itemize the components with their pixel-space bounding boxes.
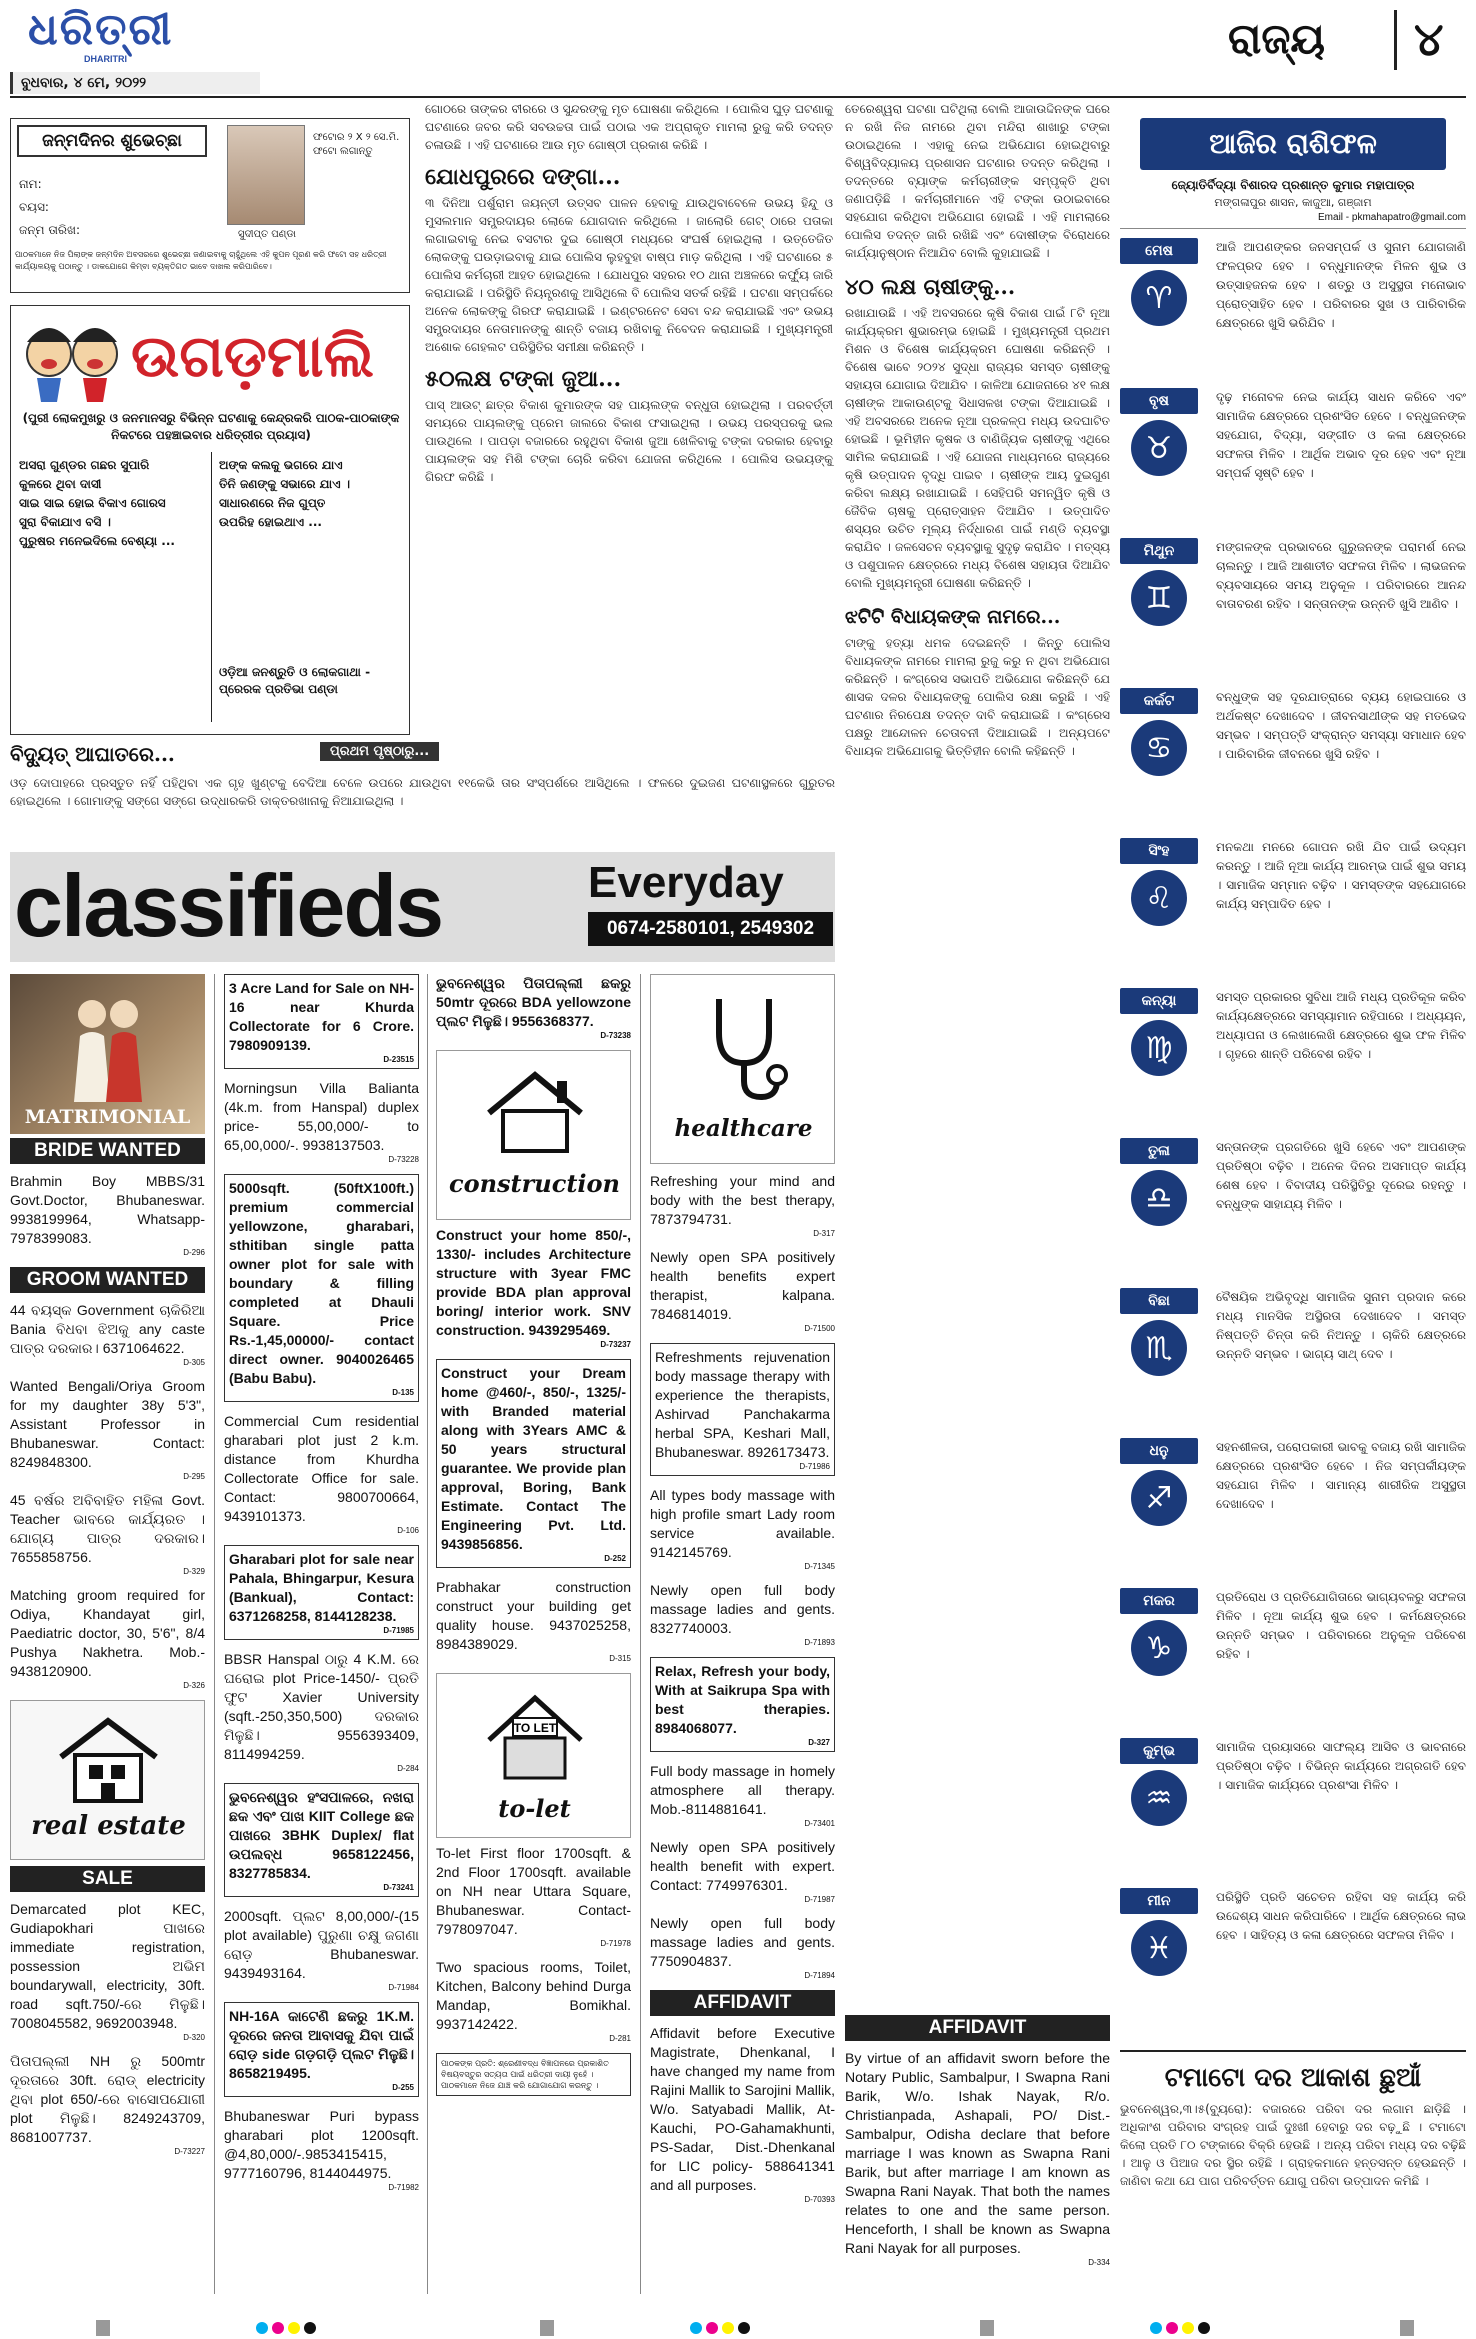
cmyk-mark — [1150, 2322, 1220, 2334]
page-number: ୪ — [1414, 12, 1444, 66]
classified-ad: All types body massage with high profile smart Lady room service available. 9142145769. D-71345 — [650, 1487, 835, 1571]
classified-col-2 — [224, 974, 419, 2304]
birthday-box — [10, 118, 410, 293]
zodiac-label: ମକର — [1120, 1588, 1198, 1614]
zodiac-sign-icon: ♉ — [1131, 420, 1187, 476]
zodiac-sign-icon: ♋ — [1131, 720, 1187, 776]
col3-body-intro: ତେରେଶ୍ୱରା ଘଟଣା ଘଟିଥିଲା ବୋଲି ଆଜାଉଦ୍ଦିନଙ୍କ ଘରେ ନ ରଖି ନିଜ ନାମରେ ଥିବା ମନ୍ଦିରା ଶାଖାରୁ ଟଙ୍କା ଉଠାଇଥିଲେ । ଏହାକୁ ନେଇ ଅଭିଯୋଗ ହୋଇଥିବାରୁ ବିଶ୍ୱବିଦ୍ୟାଳୟ ପ୍ରଶାସନ ଘଟଣାର ତଦନ୍ତ କରିଥିଲା । ତଦନ୍ତରେ ବ୍ୟାଙ୍କ କର୍ମଚାରୀଙ୍କ ସମ୍ପୃକ୍ତି ଥିବା ଜଣାପଡ଼ିଛି । କର୍ମଚାରୀମାନେ ଏହି ଟଙ୍କା ଉଠାଇବାରେ ସହଯୋଗ କରିଥିବା ଅଭିଯୋଗ ହୋଇଛି । ଏହି ମାମଲାରେ ପୋଲିସ ତଦନ୍ତ ଜାରି ରଖିଛି ଏବଂ ଦୋଷୀଙ୍କ ବିରୋଧରେ କାର୍ଯ୍ୟାନୁଷ୍ଠାନ ନିଆଯିବ ବୋଲି କୁହାଯାଇଛି । — [845, 102, 1110, 260]
zodiac-row — [1120, 1438, 1466, 1580]
zodiac-label: ମୀନ — [1120, 1888, 1198, 1914]
classified-ad: Morningsun Villa Balianta (4k.m. from Hanspal) duplex price- 55,00,000/- to 65,00,000/-. 9938137503. D-73228 — [224, 1080, 419, 1164]
classified-ad: To-let First floor 1700sqft. & 2nd Floor 1700sqft. available on NH near Uttara Square, Bhubaneswar. Contact- 7978097047. D-71978 — [436, 1845, 631, 1948]
classified-col-4 — [650, 974, 835, 2304]
classified-ad: ପିତାପଲ୍ଲୀ NH ରୁ 500mtr ଦୂରତାରେ 30ft. ରୋଡ୍ electricity ଥିବା plot 650/-ରେ ବାସୋପଯୋଗୀ plot ମିଳୁଛି। 8249243709, 8681007737. D-73227 — [10, 2053, 205, 2156]
zodiac-sign-icon: ♍ — [1131, 1020, 1187, 1076]
zodiac-label: ମେଷ — [1120, 238, 1198, 264]
classified-ad: By virtue of an affidavit sworn before the Notary Public, Sambalpur, I Swapna Rani Barik, W/o. Ishak Nayak, R/o. Christianpada, Ashapali, PO/ Dist.- Sambalpur, Odisha declare that before marriage I was known as Swapna Rani Barik, but after marriage I am known as Swapna Rani Nayak. That both the names relates to one and the same person. Henceforth, I shall be known as Swapna Rani Nayak for all purposes. D-334 — [845, 2050, 1110, 2267]
zodiac-row — [1120, 988, 1466, 1130]
classified-ad: 3 Acre Land for Sale on NH-16 near Khurda Collectorate for 6 Crore. 7980909139. D-23515 — [224, 974, 419, 1069]
logo-latin: DHARITRI — [84, 54, 127, 64]
photo-caption: ସୁଦୀପ୍ତ ପଣ୍ଡା — [237, 229, 297, 240]
zodiac-row — [1120, 1138, 1466, 1280]
to-let-box — [436, 1673, 631, 1838]
affidavit-right — [845, 2015, 1110, 2315]
birthday-photo — [227, 125, 305, 225]
tomato-story — [1120, 2050, 1466, 2320]
logo-odia: ଧରିତ୍ରୀ — [28, 4, 174, 55]
affidavit-header: AFFIDAVIT — [845, 2015, 1110, 2041]
vidyut-section — [10, 740, 835, 840]
zodiac-badge — [1120, 238, 1198, 326]
zodiac-text: ବୈଷୟିକ ଅଭିବୃଦ୍ଧି ସାମାଜିକ ସୁନାମ ପ୍ରଦାନ କରେ ମଧ୍ୟ ମାନସିକ ଅସ୍ଥିରତା ଦେଖାଦେବ । ସମସ୍ତ ନିଷ୍ପତ୍ତି ଚିନ୍ତା କରି ନିଅନ୍ତୁ । ଚାକିରି କ୍ଷେତ୍ରରେ ଉନ୍ନତି ସମ୍ଭବ । ଭାଗ୍ୟ ସାଥ୍ ଦେବ । — [1216, 1290, 1466, 1361]
zodiac-sign-icon: ♏ — [1131, 1320, 1187, 1376]
classified-ad: Demarcated plot KEC, Gudiapokhari ପାଖରେ immediate registration, possession ଅଭିମ boundarywall, electricity, 30ft. road sqft.750/-ରେ ମିଳୁଛି। 7008045582, 9692003948. D-320 — [10, 1901, 205, 2042]
classified-ad: Gharabari plot for sale near Pahala, Bhingarpur, Kesura (Bankual), Contact: 6371268258, 8144128238. D-71985 — [224, 1545, 419, 1640]
col3-body-mla: ଟାଙ୍କୁ ହତ୍ୟା ଧମକ ଦେଇଛନ୍ତି । କିନ୍ତୁ ପୋଲିସ ବିଧାୟକଙ୍କ ନାମରେ ମାମଲା ରୁଜୁ କରୁ ନ ଥିବା ଅଭିଯୋଗ କରିଛନ୍ତି । କଂଗ୍ରେସ ସଭାପତି ଅଭିଯୋଗ କରିଛନ୍ତି ଯେ ଶାସକ ଦଳର ବିଧାୟକଙ୍କୁ ପୋଲିସ ରକ୍ଷା କରୁଛି । ଏହି ଘଟଣାର ନିରପେକ୍ଷ ତଦନ୍ତ ଦାବି କରାଯାଇଛି । କଂଗ୍ରେସ ପକ୍ଷରୁ ଆନ୍ଦୋଳନ ଚେତାବନୀ ଦିଆଯାଇଛି । ଅନ୍ୟପଟେ ବିଧାୟକ ଅଭିଯୋଗକୁ ଭିତ୍ତିହୀନ ବୋଲି କହିଛନ୍ତି । — [845, 636, 1110, 758]
construction-box — [436, 1050, 631, 1220]
classified-ad: NH-16A କାଟେଣି ଛକରୁ 1K.M. ଦୂରରେ ଜନତା ଆବାସକୁ ଯିବା ପାଇଁ ରୋଡ଼ side ଗଡ଼ଗଡ଼ି ପ୍ଲଟ ମିଳୁଛି। 8658219495. D-255 — [224, 2002, 419, 2097]
tomato-headline: ଟମାଟୋ ଦର ଆକାଶ ଛୁଆଁ — [1164, 2063, 1422, 2093]
birthday-footnote: ପାଠକମାନେ ନିଜ ପିଲାଙ୍କ ଜନ୍ମଦିନ ଅବସରରେ ଶୁଭେଚ୍ଛା ଜଣାଇବାକୁ ଚାହୁଁଥିଲେ ଏହି କୁପନ ପୂରଣ କରି ଫଟୋ ସହ ଧରିତ୍ରୀ କାର୍ଯ୍ୟାଳୟକୁ ପଠାନ୍ତୁ । ଡାକଯୋଗେ କିମ୍ବା ବ୍ୟକ୍ତିଗତ ଭାବେ ଦାଖଲ କରିପାରିବେ। — [15, 250, 387, 271]
ugadmali-title: ଉଗଡ଼ମାଲି — [131, 322, 374, 390]
classified-ad: Matching groom required for Odiya, Khandayat girl, Paediatric doctor, 30, 5'6", 8/4 Pushya Nakhetra. Mob.- 9438120900. D-326 — [10, 1587, 205, 1690]
zodiac-badge — [1120, 1288, 1198, 1376]
classifieds-phone-text: 0674-2580101, 2549302 — [606, 918, 815, 939]
zodiac-label: କର୍କଟ — [1120, 688, 1198, 714]
zodiac-badge — [1120, 388, 1198, 476]
vidyut-body: ଓଡ଼ ଦୋପାହରେ ପ୍ରସ୍ତୁତ ନହିଁ ପହିଥିବା ଏକ ଗୃହ ଖୁଣ୍ଟକୁ ବେଦିଆ ବେଳେ ଉପରେ ଯାଉଥିବା ୧୧କେଭି ତାର ସଂସ୍ପର୍ଶରେ ଆସିଥିଲେ । ଫଳରେ ଦୁଇଜଣ ଘଟଣାସ୍ଥଳରେ ଗୁରୁତର ହୋଇଥିଲେ । ଗୋମାଙ୍କୁ ସଙ୍ଗେ ସଙ୍ଗେ ଉଦ୍ଧାରକରି ଡାକ୍ତରଖାନାକୁ ନିଆଯାଇଥିଲା । — [10, 776, 835, 808]
classifieds-header — [10, 852, 835, 962]
zodiac-text: ଦୃଢ଼ ମନୋବଳ ନେଇ କାର୍ଯ୍ୟ ସାଧନ କରିବେ ଏବଂ ସାମାଜିକ କ୍ଷେତ୍ରରେ ପ୍ରଶଂସିତ ହେବେ । ବନ୍ଧୁଜନଙ୍କ ସହଯୋଗ, ବିଦ୍ୟା, ସଙ୍ଗୀତ ଓ କଳା କ୍ଷେତ୍ରରେ ସଫଳତା ମିଳିବ । ଆର୍ଥିକ ଅଭାବ ଦୂର ହେବ ଏବଂ ନୂଆ ସମ୍ପର୍କ ସୃଷ୍ଟି ହେବ । — [1216, 390, 1466, 480]
col2-body-jodhpur: ୩ ଦିନିଆ ପର୍ଶୁରାମ ଜୟନ୍ତୀ ଉତ୍ସବ ପାଳନ ହେବାକୁ ଯାଉଥିବାବେଳେ ଉଭୟ ହିନ୍ଦୁ ଓ ମୁସଲମାନ ସମ୍ପ୍ରଦାୟର ଲୋକେ ଯୋଗଦାନ କରିଥିଲେ । ଜାଲୋରି ଗେଟ୍ ଠାରେ ପତାକା ଲଗାଇବାକୁ ନେଇ ବସଟାର ଦୁଇ ଗୋଷ୍ଠୀ ମଧ୍ୟରେ ସଂଘର୍ଷ ହୋଇଥିଲା । ଉତ୍ତେଜିତ ଲୋକଙ୍କୁ ଘଉଡ଼ାଇବାକୁ ଯାଇ ପୋଲିସ ଲୁହବୁହା ବାଷ୍ପ ମାଡ଼ କରିଥିଲା । ଏହି ଘଟଣାରେ ୫ ପୋଲିସ କର୍ମଚାରୀ ଆହତ ହୋଇଥିଲେ । ଯୋଧପୁର ସହରର ୧୦ ଥାନା ଅଞ୍ଚଳରେ କର୍ଫ୍ୟୁ ଜାରି କରାଯାଇଛି । ପରିସ୍ଥିତି ନିୟନ୍ତ୍ରଣକୁ ଆସିଥିଲେ ବି ପୋଲିସ ସତର୍କ ରହିଛି । ଘଟଣା ସମ୍ପର୍କରେ ଅନେକ ଲୋକଙ୍କୁ ଗିରଫ କରାଯାଇଛି । ଇଣ୍ଟରନେଟ ସେବା ବନ୍ଦ କରାଯାଇଛି ଏବଂ ଉଭୟ ସମ୍ପ୍ରଦାୟର ନେତାମାନଙ୍କୁ ଶାନ୍ତି ବଜାୟ ରଖିବାକୁ ନିବେଦନ କରାଯାଇଛି । ମୁଖ୍ୟମନ୍ତ୍ରୀ ଅଶୋକ ଗେହଲଟ ପରିସ୍ଥିତିର ସମୀକ୍ଷା କରିଛନ୍ତି । — [425, 196, 833, 354]
zodiac-badge — [1120, 538, 1198, 626]
zodiac-label: ବୃଷ — [1120, 388, 1198, 414]
to-let-icon — [483, 1688, 587, 1784]
classified-ad: Newly open SPA positively health benefit with expert. Contact: 7749976301. D-71987 — [650, 1839, 835, 1904]
classified-ad: ଭୁବନେଶ୍ୱର ପିତାପଲ୍ଲୀ ଛକରୁ 50mtr ଦୂରରେ BDA yellowzone ପ୍ଲଟ ମିଳୁଛି। 9556368377. D-73238 — [436, 975, 631, 1040]
zodiac-label: ବିଛା — [1120, 1288, 1198, 1314]
classified-ad: Refreshments rejuvenation body massage therapy with experience the therapists, Ashirvad Panchakarma herbal SPA, Keshari Mall, Bhubaneswar. 8926173473. D-71986 — [650, 1343, 835, 1476]
zodiac-label: ଧନୁ — [1120, 1438, 1198, 1464]
zodiac-badge — [1120, 1888, 1198, 1976]
tomato-body: ଭୁବନେଶ୍ୱର,୩।୫(ବ୍ୟୁରୋ): ବଜାରରେ ପରିବା ଦର ଲଗାମ ଛାଡ଼ିଛି । ଅଧିକାଂଶ ପରିବାର ସଂଗ୍ରହ ପାଇଁ ଦୁଃଖୀ ହେବାରୁ ଦର ବଢ଼ୁଛି । ଟମାଟୋ କିଲୋ ପ୍ରତି ୮୦ ଟଙ୍କାରେ ବିକ୍ରି ହେଉଛି । ଅନ୍ୟ ପରିବା ମଧ୍ୟ ଦର ବଢ଼ିଛି । ଆଳୁ ଓ ପିଆଜ ଦର ସ୍ଥିର ରହିଛି । ଗ୍ରାହକମାନେ ହନ୍ତସନ୍ତ ହେଉଛନ୍ତି । ଜାଣିବା କଥା ଯେ ପାଗ ପରିବର୍ତ୍ତନ ଯୋଗୁ ପରିବା ଉତ୍ପାଦନ କମିଛି । — [1120, 2102, 1466, 2188]
classified-ad: Construct your home 850/-, 1330/- includes Architecture structure with 3year FMC provide BDA plan approval boring/ interior work. SNV construction. 9439295469. D-73237 — [436, 1227, 631, 1349]
classified-ad: Relax, Refresh your body, With at Saikrupa Spa with best therapies. 8984068077. D-327 — [650, 1657, 835, 1752]
to-let-label: to-let — [498, 1794, 571, 1823]
classified-col-1 — [10, 974, 205, 2304]
classified-divider — [640, 974, 641, 2294]
rasifala-title: ଆଜିର ରାଶିଫଳ — [1209, 127, 1377, 160]
vidyut-tag: ପ୍ରଥମ ପୃଷ୍ଠାରୁ... — [320, 742, 439, 761]
zodiac-sign-icon: ♎ — [1131, 1170, 1187, 1226]
house-icon — [51, 1713, 166, 1803]
matrimonial-label: MATRIMONIAL — [24, 1106, 191, 1128]
classified-ad: Affidavit before Executive Magistrate, Dhenkanal, I have changed my name from Rajini Mallik to Sarojini Mallik, W/o. Satyabadi Mallik, At-Kauchi, PO-Gahamakhunti, PS-Sadar, Dist.-Dhenkanal for LIC policy- 588641341 and all purposes. D-70393 — [650, 2025, 835, 2204]
classified-ad: 45 ବର୍ଷର ଅବିବାହିତ ମହିଳା Govt. Teacher ଭାବରେ କାର୍ଯ୍ୟରତ ।ଯୋଗ୍ୟ ପାତ୍ର ଦରକାର। 7655858756. D-329 — [10, 1492, 205, 1576]
classified-ad: Brahmin Boy MBBS/31 Govt.Doctor, Bhubaneswar. 9938199964, Whatsapp-7978399083. D-296 — [10, 1173, 205, 1257]
zodiac-row — [1120, 1888, 1466, 2030]
classified-ad: Newly open full body massage ladies and gents. 8327740003. D-71893 — [650, 1582, 835, 1647]
real-estate-box — [10, 1700, 205, 1860]
reader-notice: ପାଠକଙ୍କ ପ୍ରତି: ଶ୍ରେଣୀବଦ୍ଧ ବିଜ୍ଞାପନରେ ପ୍ରକାଶିତ ବିଷୟବସ୍ତୁର ସତ୍ୟତା ପାଇଁ ଧରିତ୍ରୀ ଦାୟୀ ନୁହେଁ । ପାଠକମାନେ ନିଜେ ଯାଞ୍ଚ କରି ଯୋଗାଯୋଗ କରନ୍ତୁ । — [436, 2053, 631, 2096]
zodiac-text: ପ୍ରତିରୋଧ ଓ ପ୍ରତିଯୋଗିତାରେ ଭାଗ୍ୟବଳରୁ ସଫଳତା ମିଳିବ । ନୂଆ କାର୍ଯ୍ୟ ଶୁଭ ହେବ । କର୍ମକ୍ଷେତ୍ରରେ ଉନ୍ନତି ସମ୍ଭବ । ପରିବାରରେ ଅନୁକୂଳ ପରିବେଶ ରହିବ । — [1216, 1590, 1466, 1661]
classified-col-3 — [436, 974, 631, 2304]
couple-icon — [62, 992, 154, 1102]
ugadmali-credit: ଓଡ଼ିଆ ଜନଶ୍ରୁତି ଓ ଲୋକଗାଥା - ପ୍ରେରକ ପ୍ରତିଭା ପଣ୍ଡା — [219, 665, 371, 696]
classified-ad: Newly open full body massage ladies and gents. 7750904837. D-71894 — [650, 1915, 835, 1980]
zodiac-text: ସହନଶୀଳତା, ପରୋପକାରୀ ଭାବକୁ ବଜାୟ ରଖି ସାମାଜିକ କ୍ଷେତ୍ରରେ ପ୍ରଶଂସିତ ହେବେ । ନିଜ ସମ୍ପର୍କୀୟଙ୍କ ସହଯୋଗ ମିଳିବ । ସାମାନ୍ୟ ଶାରୀରିକ ଅସୁସ୍ଥତା ଦେଖାଦେବ । — [1216, 1440, 1466, 1511]
zodiac-row — [1120, 838, 1466, 980]
zodiac-label: କୁମ୍ଭ — [1120, 1738, 1198, 1764]
field-dob: ଜନ୍ମ ତାରିଖ: — [19, 223, 81, 237]
classified-ad: Construct your Dream home @460/-, 850/-, 1325/- with Branded material along with 3Years AMC & 50 years structural guarantee. We provide plan approval, Boring, Bank Estimate. Contact The Engineering Pvt. Ltd. 9439856856. D-252 — [436, 1359, 631, 1568]
zodiac-row — [1120, 1288, 1466, 1430]
birthday-title: ଜନ୍ମଦିନର ଶୁଭେଚ୍ଛା — [17, 125, 207, 157]
masthead — [0, 0, 1476, 100]
classified-ad: 44 ବୟସ୍କ Government ଚାକିରିଆ Bania ବିଧବା ଝିଅକୁ any caste ପାତ୍ର ଦରକାର। 6371064622. D-305 — [10, 1302, 205, 1367]
zodiac-row — [1120, 1738, 1466, 1880]
zodiac-badge — [1120, 838, 1198, 926]
zodiac-label: ମିଥୁନ — [1120, 538, 1198, 564]
classified-ad: Prabhakar construction construct your building get quality house. 9437025258, 8984389029. D-315 — [436, 1579, 631, 1663]
classified-ad: Commercial Cum residential gharabari plot just 2 k.m. distance from Khurdha Collectorate Office for sale. Contact: 9800700664, 9439101373. D-106 — [224, 1413, 419, 1535]
date-bar — [10, 72, 260, 94]
svg-text:TO LET: TO LET — [513, 1721, 557, 1735]
gray-mark — [980, 2320, 994, 2336]
gray-mark — [540, 2320, 554, 2336]
zodiac-text: ଆଜି ଆପଣଙ୍କର ଜନସମ୍ପର୍କ ଓ ସୁନାମ ଯୋଗଜାଣି ଫଳପ୍ରଦ ହେବ । ବନ୍ଧୁମାନଙ୍କ ମିଳନ ଶୁଭ ଓ ଉତ୍ସାହଜନକ ହେବ । ଶତ୍ରୁ ଓ ଅସୁସ୍ଥତା ମନୋଭାବ ପ୍ରୋତ୍ସାହିତ ହେବ । ପରିବାରର ସୁଖ ଓ ପାରିବାରିକ କ୍ଷେତ୍ରରେ ଖୁସି ଭରିଯିବ । — [1216, 240, 1466, 330]
tomato-rule — [1120, 2050, 1466, 2052]
zodiac-sign-icon: ♐ — [1131, 1470, 1187, 1526]
birthday-fields — [19, 173, 229, 242]
zodiac-sign-icon: ♌ — [1131, 870, 1187, 926]
cmyk-mark — [256, 2322, 326, 2334]
classifieds-phone — [588, 912, 833, 946]
rasifala-address: ମଙ୍ଗଳାପୁର ଶାସନ, କାଜୁଆ, ଗଞ୍ଜାମ — [1214, 196, 1372, 209]
zodiac-row — [1120, 1588, 1466, 1730]
col3-body-farmers: ରଖାଯାଉଛି । ଏହି ଅବସରରେ କୃଷି ବିକାଶ ପାଇଁ ୮ଟି ନୂଆ କାର୍ଯ୍ୟକ୍ରମ ଶୁଭାରମ୍ଭ ହୋଇଛି । ମୁଖ୍ୟମନ୍ତ୍ରୀ ପ୍ରଥମ ମିଶନ ଓ ବିଶେଷ କାର୍ଯ୍ୟକ୍ରମ ଘୋଷଣା କରିଛନ୍ତି । ବିଶେଷ ଭାବେ ୨୦୨୪ ସୁଦ୍ଧା ରାଜ୍ୟର ସମସ୍ତ ଚାଷୀଙ୍କୁ ସହାୟତା ଯୋଗାଇ ଦିଆଯିବ । କାଳିଆ ଯୋଜନାରେ ୪୧ ଲକ୍ଷ ଚାଷୀଙ୍କ ଆକାଉଣ୍ଟକୁ ସିଧାସଳଖ ଟଙ୍କା ଦିଆଯାଇଛି । ଏହି ଅବସରରେ ଅନେକ ନୂଆ ପ୍ରକଳ୍ପ ମଧ୍ୟ ଉଦଘାଟିତ ହୋଇଛି । ଭୂମିହୀନ କୃଷକ ଓ ବାଣିଜ୍ୟିକ ଚାଷୀଙ୍କୁ ଏଥିରେ ସାମିଲ କରାଯାଇଛି । ଏହି ଯୋଜନା ମାଧ୍ୟମରେ ରାଜ୍ୟରେ କୃଷି ଉତ୍ପାଦନ ବୃଦ୍ଧି ପାଇବ । ଚାଷୀଙ୍କ ଆୟ ଦୁଇଗୁଣ କରିବା ଲକ୍ଷ୍ୟ ରଖାଯାଇଛି । ସେହିପରି ସମନ୍ୱିତ କୃଷି ଓ ଜୈବିକ ଚାଷକୁ ପ୍ରୋତ୍ସାହନ ଦିଆଯିବ । ଉତ୍ପାଦିତ ଶସ୍ୟର ଉଚିତ ମୂଲ୍ୟ ନିର୍ଦ୍ଧାରଣ ପାଇଁ ମଣ୍ଡି ବ୍ୟବସ୍ଥା କରାଯିବ । ଜଳସେଚନ ବ୍ୟବସ୍ଥାକୁ ସୁଦୃଢ଼ କରାଯିବ । ମତ୍ସ୍ୟ ଓ ପଶୁପାଳନ କ୍ଷେତ୍ରରେ ମଧ୍ୟ ବିଶେଷ ସହାୟତା ଦିଆଯିବ ବୋଲି ମୁଖ୍ୟମନ୍ତ୍ରୀ ଘୋଷଣା କରିଛନ୍ତି । — [845, 306, 1110, 590]
print-marks — [0, 2318, 1476, 2339]
classified-ad: Bhubaneswar Puri bypass gharabari plot 1200sqft. @4,80,000/-.9853415415, 9777160796, 8144044975. D-71982 — [224, 2108, 419, 2192]
ugadmali-left-poem: ଅସରା ଗୁଣ୍ଡର ଗଛର ସୁପାରି କୁଳରେ ଥିବା ଦାସୀ ସାଇ ସାଇ ହୋଇ ବିକାଏ ଗୋରସ ସୁରା ବିକାଯାଏ ବସି । ପୁରୁଷର ମନେଇଦିଲେ ବେଶ୍ୟା ... — [19, 458, 175, 548]
ugadmali-divider — [211, 452, 212, 722]
col2-intro: ଗୋଠରେ ତାଙ୍କର ବୀରରେ ଓ ସୁନ୍ଦରଙ୍କୁ ମୃତ ଘୋଷଣା କରିଥିଲେ । ପୋଲିସ ଘୁଡ଼ ଘଟଣାକୁ ଘଟଣାରେ ଜବର କରି ସବଉଚ୍ଚତା ପାଇଁ ପଠାଇ ଏକ ଅପ୍ରାକୃତ ମାମଲା ରୁଜୁ କରି ତଦନ୍ତ ଚଳାଉଛି । ଏହି ଘଟଣାରେ ଆଉ ମୃତ ଗୋଷ୍ଠୀ ପ୍ରକାଶ କରିଛି । — [425, 102, 833, 152]
zodiac-text: ମଙ୍ଗଳଙ୍କ ପ୍ରଭାବରେ ଗୁରୁଜନଙ୍କ ପରାମର୍ଶ ନେଇ ଚାଲନ୍ତୁ । ଆଜି ଆଶାତୀତ ସଫଳତା ମିଳିବ । ଲାଭଜନକ ବ୍ୟବସାୟରେ ସମୟ ଅନୁକୂଳ । ପରିବାରରେ ଆନନ୍ଦ ବାତାବରଣ ରହିବ । ସନ୍ତାନଙ୍କ ଉନ୍ନତି ଖୁସି ଆଣିବ । — [1216, 540, 1466, 611]
field-age: ବୟସ: — [19, 200, 49, 214]
classified-ad: Newly open SPA positively health benefits expert therapist, kalpana. 7846814019. D-71500 — [650, 1249, 835, 1333]
classified-ad: Full body massage in homely atmosphere all therapy. Mob.-8114881641. D-73401 — [650, 1763, 835, 1828]
rasifala-byline: ଜ୍ୟୋତିର୍ବିଦ୍ୟା ବିଶାରଦ ପ୍ରଶାନ୍ତ କୁମାର ମହାପାତ୍ର — [1171, 178, 1415, 192]
classified-ad: 5000sqft. (50ftX100ft.) premium commercial yellowzone, gharabari, sthitiban single patta owner plot for sale with boundary & filling completed at Dhauli Square. Price Rs.-1,45,00000/- contact direct owner. 9040026465 (Babu Babu). D-135 — [224, 1174, 419, 1402]
zodiac-badge — [1120, 988, 1198, 1076]
zodiac-text: ସମସ୍ତ ପ୍ରକାରର ସୁବିଧା ଆଜି ମଧ୍ୟ ପ୍ରତିକୂଳ କରିବ କାର୍ଯ୍ୟକ୍ଷେତ୍ରରେ ସମସ୍ୟାମାନ ରହିପାରେ । ଅଧ୍ୟୟନ, ଅଧ୍ୟାପନା ଓ ଲେଖାଲେଖି କ୍ଷେତ୍ରରେ ଶୁଭ ଫଳ ମିଳିବ । ଗୃହରେ ଶାନ୍ତି ପରିବେଶ ରହିବ । — [1216, 990, 1466, 1061]
zodiac-sign-icon: ♊ — [1131, 570, 1187, 626]
zodiac-badge — [1120, 1738, 1198, 1826]
ugadmali-right-poem: ଅଙ୍କ କଲକୁ ଭଗରେ ଯାଏ ତିନି ଜଣଙ୍କୁ ସଭାରେ ଯାଏ । ସାଧାରଣରେ ନିଜ ଗୁପ୍ତ ଉପରିହ ହୋଇଥାଏ ... — [219, 458, 351, 529]
healthcare-label: healthcare — [674, 1115, 813, 1142]
rasifala-email: Email - pkmahapatro@gmail.com — [1318, 212, 1466, 223]
gray-mark — [1400, 2320, 1414, 2336]
classified-ad: Two spacious rooms, Toilet, Kitchen, Balcony behind Durga Mandap, Bomikhal. 9937142422. D-281 — [436, 1959, 631, 2043]
zodiac-text: ପରିସ୍ଥିତି ପ୍ରତି ସଚେତନ ରହିବା ସହ କାର୍ଯ୍ୟ କରି ଉଦ୍ଦେଶ୍ୟ ସାଧନ କରିପାରିବେ । ଆର୍ଥିକ କ୍ଷେତ୍ରରେ ଲାଭ ହେବ । ସାହିତ୍ୟ ଓ କଳା କ୍ଷେତ୍ରରେ ସଫଳତା ମିଳିବ । — [1216, 1890, 1466, 1942]
bride-wanted-header: BRIDE WANTED — [10, 1138, 205, 1164]
zodiac-label: ତୁଳା — [1120, 1138, 1198, 1164]
date-text: ବୁଧବାର, ୪ ମେ, ୨୦୨୨ — [21, 75, 147, 91]
classifieds-everyday: Everyday — [588, 858, 784, 907]
column-2 — [425, 100, 833, 740]
stethoscope-icon — [699, 993, 789, 1103]
field-name: ନାମ: — [19, 177, 42, 191]
vidyut-heading: ବିଦ୍ୟୁତ୍ ଆଘାତରେ... — [10, 742, 175, 766]
logo — [16, 4, 206, 64]
classified-divider — [427, 974, 428, 2294]
classified-ad: Wanted Bengali/Oriya Groom for my daughter 38y 5'3", Assistant Professor in Bhubaneswar. Contact: 8249848300. D-295 — [10, 1378, 205, 1481]
zodiac-badge — [1120, 1588, 1198, 1676]
zodiac-row — [1120, 538, 1466, 680]
healthcare-box — [650, 974, 835, 1164]
rasifala-section — [1120, 110, 1466, 2050]
classifieds-title: classifieds — [14, 856, 443, 955]
classified-ad: 2000sqft. ପ୍ଲଟ 8,00,000/-(15 plot available) ପୁରୁଣା ଚକ୍ଷୁ ଜଗଣା ରୋଡ଼ Bhubaneswar. 9439493164. D-71984 — [224, 1908, 419, 1992]
groom-wanted-header: GROOM WANTED — [10, 1267, 205, 1293]
column-3 — [845, 100, 1110, 2339]
zodiac-text: ମନକଥା ମନରେ ଗୋପନ ରଖି ଯିବ ପାଇଁ ଉଦ୍ୟମ କରନ୍ତୁ । ଆଜି ନୂଆ କାର୍ଯ୍ୟ ଆରମ୍ଭ ପାଇଁ ଶୁଭ ସମୟ । ସାମାଜିକ ସମ୍ମାନ ବଢ଼ିବ । ସମସ୍ତଙ୍କ ସହଯୋଗରେ କାର୍ଯ୍ୟ ସମ୍ପାଦିତ ହେବ । — [1216, 840, 1466, 911]
construction-icon — [481, 1067, 589, 1157]
zodiac-list — [1120, 238, 1466, 2038]
zodiac-sign-icon: ♑ — [1131, 1620, 1187, 1676]
masthead-rule — [10, 96, 1466, 98]
zodiac-text: ସନ୍ତାନଙ୍କ ପ୍ରଗତିରେ ଖୁସି ହେବେ ଏବଂ ଆପଣଙ୍କ ପ୍ରତିଷ୍ଠା ବଢ଼ିବ । ଅନେକ ଦିନର ଅସମାପ୍ତ କାର୍ଯ୍ୟ ଶେଷ ହେବ । ବିବାଦୀୟ ପରିସ୍ଥିତିରୁ ଦୂରେଇ ରହନ୍ତୁ । ବନ୍ଧୁଙ୍କ ସାହାଯ୍ୟ ମିଳିବ । — [1216, 1140, 1466, 1211]
ugadmali-box — [10, 305, 410, 735]
real-estate-label: real estate — [31, 1811, 186, 1841]
ugadmali-cartoon-icon — [17, 314, 127, 404]
zodiac-badge — [1120, 1138, 1198, 1226]
classified-ad: ଭୁବନେଶ୍ୱର ହଂସପାଳରେ, ନଖରା ଛକ ଏବଂ ପାଖ KIIT College ଛକ ପାଖରେ 3BHK Duplex/ flat ଉପଲବ୍ଧ 9658122456, 8327785834. D-73241 — [224, 1783, 419, 1897]
zodiac-text: ବନ୍ଧୁଙ୍କ ସହ ଦୂରଯାତ୍ରାରେ ବ୍ୟୟ ହୋଇପାରେ ଓ ଅର୍ଥକଷ୍ଟ ଦେଖାଦେବ । ଜୀବନସାଥୀଙ୍କ ସହ ମତଭେଦ ସମ୍ଭବ । ସମ୍ପତ୍ତି ସଂକ୍ରାନ୍ତ ସମସ୍ୟା ସମାଧାନ ହେବ । ପାରିବାରିକ ଜୀବନରେ ଖୁସି ରହିବ । — [1216, 690, 1466, 761]
section-divider — [1394, 10, 1397, 70]
zodiac-text: ସାମାଜିକ ପ୍ରୟାସରେ ସାଫଲ୍ୟ ଆସିବ ଓ ଭାବନାରେ ପ୍ରତିଷ୍ଠା ବଢ଼ିବ । ବିଭିନ୍ନ କାର୍ଯ୍ୟରେ ଅଗ୍ରଗତି ହେବ । ସାମାଜିକ କାର୍ଯ୍ୟରେ ପ୍ରଶଂସା ମିଳିବ । — [1216, 1740, 1466, 1792]
col2-body-gamble: ପାସ୍ ଆଉଟ୍ ଛାତ୍ର ବିକାଶ କୁମାରଙ୍କ ସହ ପାୟଲଙ୍କ ବନ୍ଧୁତା ହୋଇଥିଲା । ପରବର୍ତ୍ତୀ ସମୟରେ ପାୟଲଙ୍କୁ ପ୍ରେମ ଜାଲରେ ବିକାଶ ଫସାଇଥିଲା । ଉଭୟ ପରସ୍ପରକୁ ଭଲ ପାଉଥିଲେ । ପାପଡ଼ା ବଜାରରେ ରହୁଥିବା ବିକାଶ ଜୁଆ ଖେଳିବାକୁ ଟଙ୍କା ଦରକାର ହେବାରୁ ପାୟଲଙ୍କ ସହ ମିଶି ଟଙ୍କା ଚୋରି କରିବା ଯୋଜନା କରିଥିଲେ । ପୋଲିସ ଉଭୟଙ୍କୁ ଗିରଫ କରିଛି । — [425, 398, 833, 484]
col2-heading-gamble: ୫୦ଲକ୍ଷ ଟଙ୍କା ଜୁଆ... — [425, 366, 622, 392]
zodiac-row — [1120, 388, 1466, 530]
classified-ad: BBSR Hanspal ଠାରୁ 4 K.M. ରେ ଘରୋଇ plot Price-1450/- ପ୍ରତି ଫୁଟ Xavier University (sqft.-250,350,500) ଦରକାର ମିଳୁଛି। 9556393409, 8114994259. D-284 — [224, 1651, 419, 1773]
zodiac-sign-icon: ♓ — [1131, 1920, 1187, 1976]
cmyk-mark — [690, 2322, 760, 2334]
matrimonial-image — [10, 974, 205, 1134]
classified-ad: Refreshing your mind and body with the best therapy, 7873794731. D-317 — [650, 1173, 835, 1238]
sale-header: SALE — [10, 1866, 205, 1892]
zodiac-label: ସିଂହ — [1120, 838, 1198, 864]
photo-note: ଫଟୋର ୨ X ୨ ସେ.ମି. ଫଟୋ ଲଗାନ୍ତୁ — [313, 132, 400, 157]
rasifala-rule — [1120, 228, 1466, 229]
zodiac-row — [1120, 688, 1466, 830]
zodiac-badge — [1120, 688, 1198, 776]
gray-mark — [96, 2320, 110, 2336]
col3-heading-farmers: ୪୦ ଲକ୍ଷ ଚାଷୀଙ୍କୁ... — [845, 274, 1016, 299]
zodiac-sign-icon: ♈ — [1131, 270, 1187, 326]
construction-label: construction — [448, 1169, 621, 1198]
zodiac-row — [1120, 238, 1466, 380]
section-title: ରାଜ୍ୟ — [1228, 14, 1326, 63]
classified-divider — [214, 974, 215, 2294]
col2-heading-jodhpur: ଯୋଧପୁରରେ ଦଙ୍ଗା... — [425, 164, 621, 190]
affidavit-header: AFFIDAVIT — [650, 1990, 835, 2016]
ugadmali-subtitle: (ପୁରୀ ଲୋକମୁଖରୁ ଓ ଜନମାନସରୁ ବିଭିନ୍ନ ଘଟଣାକୁ କେନ୍ଦ୍ରକରି ପାଠକ-ପାଠକାଙ୍କ ନିକଟରେ ପହଞ୍ଚାଇବାର ଧରିତ୍ରୀର ପ୍ରୟାସ) — [22, 411, 400, 442]
zodiac-label: କନ୍ୟା — [1120, 988, 1198, 1014]
classifieds-section — [10, 852, 835, 2302]
col3-heading-mla: ଝଟିଟି ବିଧାୟକଙ୍କ ନାମରେ... — [845, 606, 1061, 628]
zodiac-badge — [1120, 1438, 1198, 1526]
zodiac-sign-icon: ♒ — [1131, 1770, 1187, 1826]
rasifala-title-bar — [1140, 118, 1446, 170]
